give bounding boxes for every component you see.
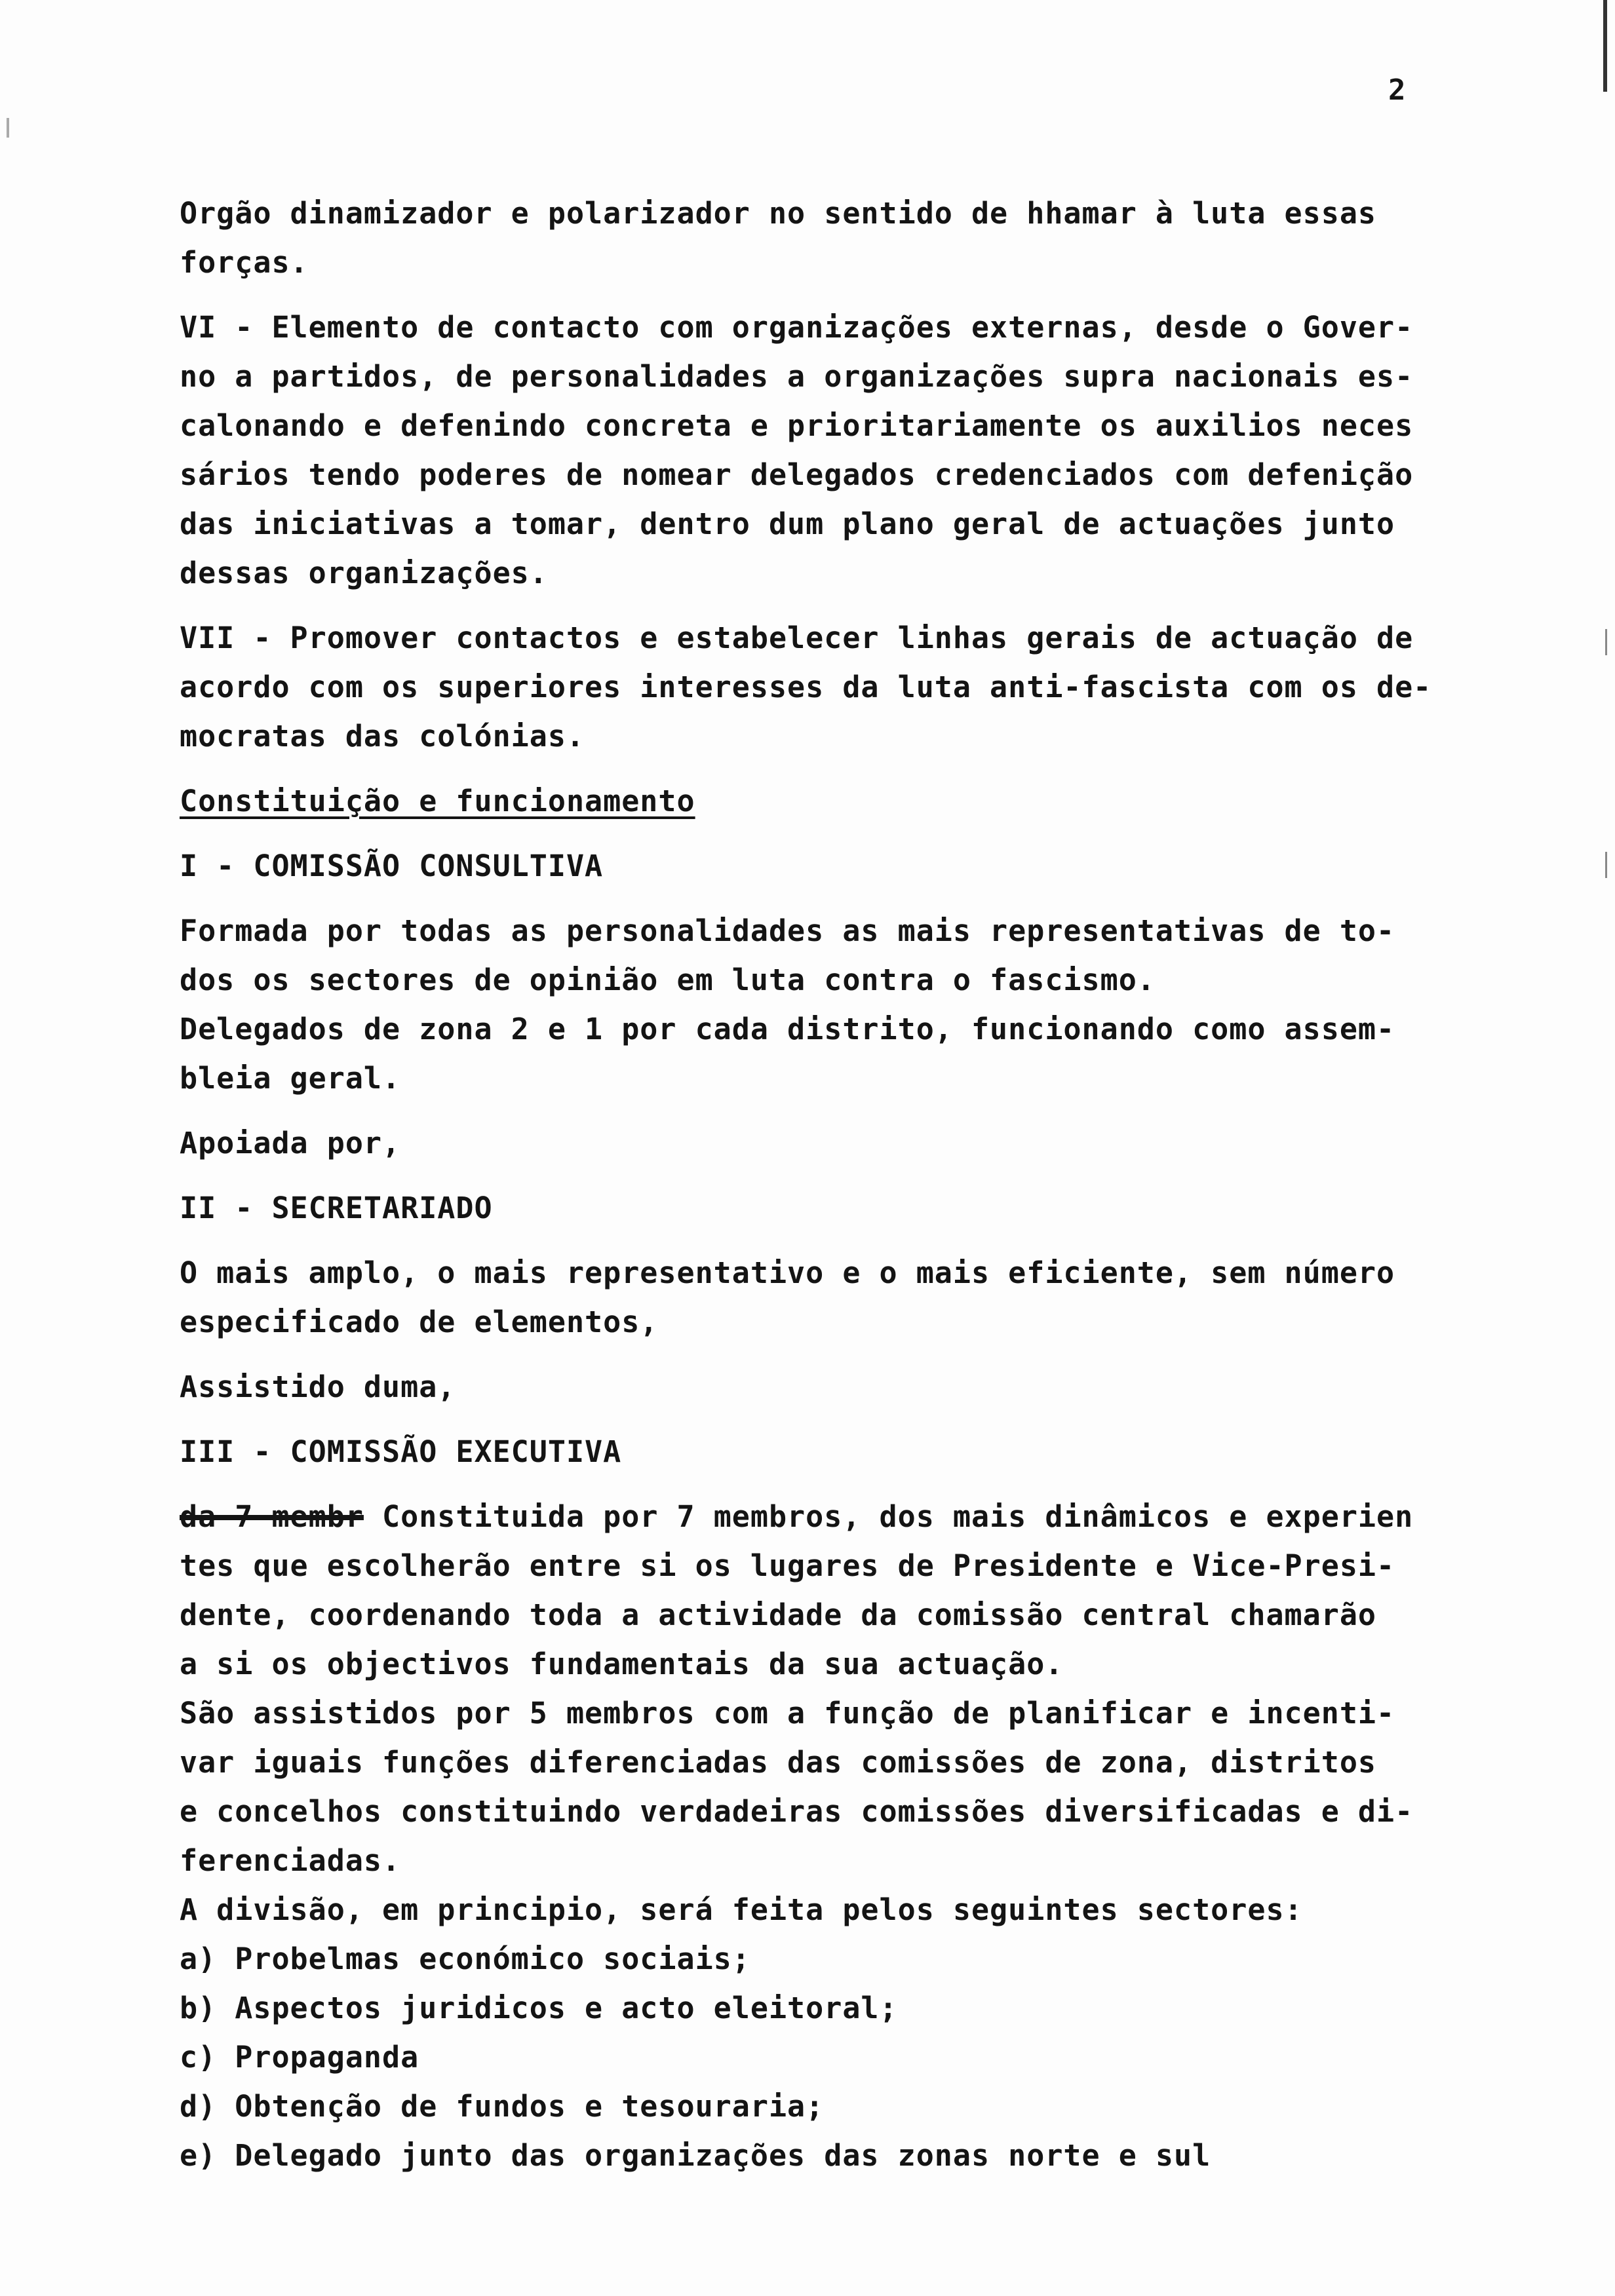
- sector-list: [180, 1934, 1543, 2180]
- paragraph-divisao: A divisão, em principio, será feita pelos seguintes sectores:: [180, 1892, 1303, 1927]
- paragraph-assistidos: São assistidos por 5 membros com a função de planificar e incenti- var iguais funções diferenciadas das comissões de zona, distritos e concelhos constituindo verdadeiras comissões diversificadas e di- ferenciadas.: [180, 1696, 1414, 1878]
- section-title-comissao-executiva: III - COMISSÃO EXECUTIVA: [180, 1434, 622, 1469]
- paragraph-item-vi: VI - Elemento de contacto com organizações externas, desde o Gover- no a partidos, de personalidades a organizações supra nacionais es- calonando e defenindo concreta e prioritariamente os auxilios neces sários tendo poderes de nomear delegados credenciados com defenição das iniciativas a tomar, dentro dum plano geral de actuações junto dessas organizações.: [180, 310, 1414, 590]
- list-item: c) Propaganda: [180, 2040, 419, 2075]
- section-heading: Constituição e funcionamento: [180, 784, 695, 818]
- section-title-secretariado: II - SECRETARIADO: [180, 1191, 493, 1225]
- edge-scan-mark: [1605, 629, 1607, 655]
- paragraph-assistido: Assistido duma,: [180, 1369, 456, 1404]
- page-number: 2: [1388, 73, 1406, 107]
- edge-scan-mark: [1605, 852, 1607, 878]
- struck-out-text: da 7 membr: [180, 1499, 364, 1534]
- edge-scan-mark: [7, 118, 9, 138]
- list-item: b) Aspectos juridicos e acto eleitoral;: [180, 1991, 898, 2025]
- paragraph-item-vii: VII - Promover contactos e estabelecer linhas gerais de actuação de acordo com os superiores interesses da luta anti-fascista com os de- mocratas das colónias.: [180, 621, 1432, 754]
- section-title-comissao-consultiva: I - COMISSÃO CONSULTIVA: [180, 849, 604, 883]
- paragraph-formada: Formada por todas as personalidades as mais representativas de to- dos os sectores de opinião em luta contra o fascismo.: [180, 913, 1395, 997]
- paragraph-secretariado: O mais amplo, o mais representativo e o mais eficiente, sem número especificado de elementos,: [180, 1255, 1395, 1339]
- paragraph-apoiada: Apoiada por,: [180, 1126, 401, 1160]
- list-item: e) Delegado junto das organizações das zonas norte e sul: [180, 2138, 1211, 2173]
- paragraph-constituida-text: Constituida por 7 membros, dos mais dinâmicos e experien tes que escolherão entre si os lugares de Presidente e Vice-Presi- dente, coordenando toda a actividade da comissão central chamarão a si os objectivos fundamentais da sua actuação.: [180, 1499, 1414, 1681]
- edge-scan-mark: [1603, 0, 1607, 92]
- document-body: [180, 189, 1543, 2180]
- paragraph-delegados: Delegados de zona 2 e 1 por cada distrito, funcionando como assem- bleia geral.: [180, 1012, 1395, 1096]
- list-item: d) Obtenção de fundos e tesouraria;: [180, 2089, 825, 2124]
- paragraph-organ-role: Orgão dinamizador e polarizador no sentido de hhamar à luta essas forças.: [180, 196, 1376, 280]
- paragraph-constituida: [180, 1492, 1543, 1689]
- list-item: a) Probelmas económico sociais;: [180, 1942, 750, 1976]
